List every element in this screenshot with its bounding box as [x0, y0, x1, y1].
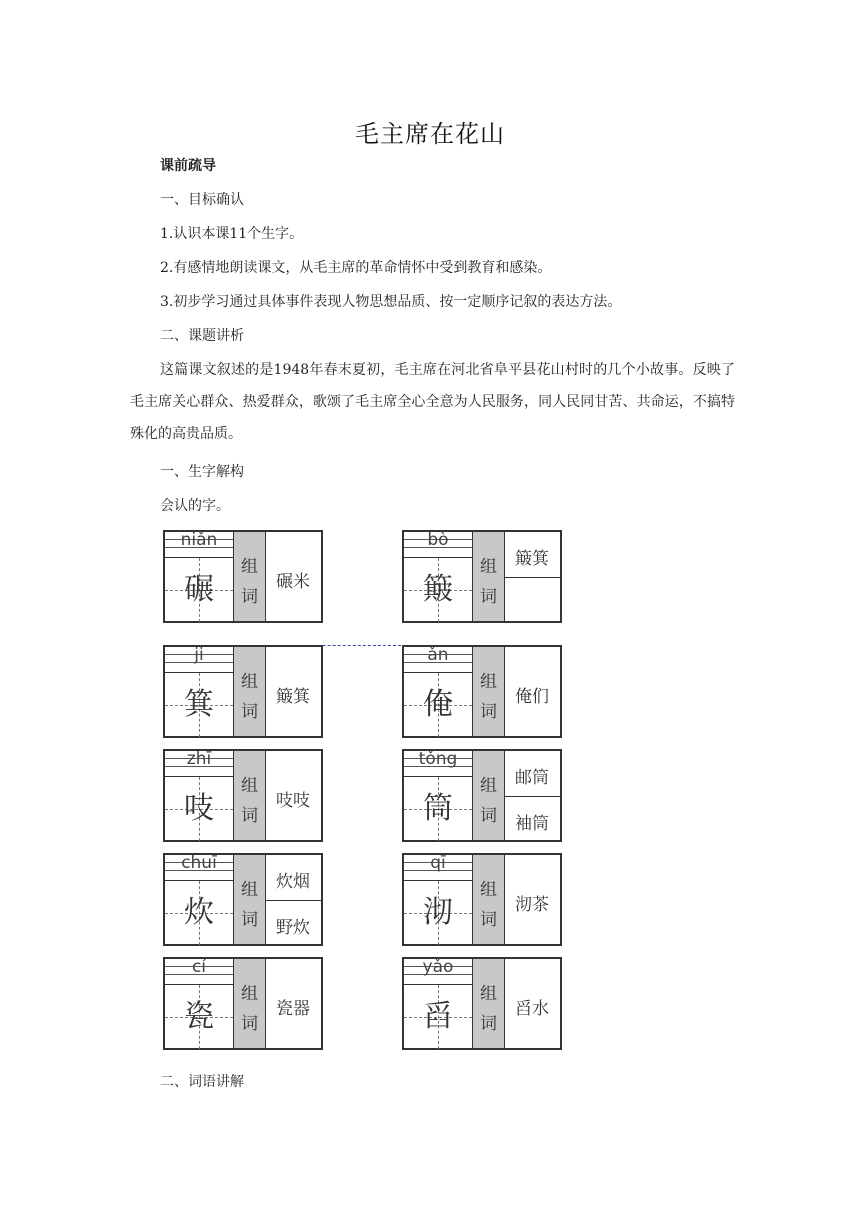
zuci-top-char: 组 [241, 776, 258, 796]
word: 簸箕 [276, 687, 310, 707]
word-list [265, 647, 321, 736]
word-list [265, 959, 321, 1048]
vocab-heading: 二、词语讲解 [160, 1074, 244, 1090]
writing-grid [404, 880, 472, 945]
hanzi: 簸 [423, 572, 453, 607]
zuci-label [233, 647, 266, 736]
word-list [504, 532, 560, 621]
zuci-label [472, 751, 505, 840]
char-card [163, 853, 323, 946]
pinyin: qī [430, 853, 446, 873]
zuci-label [233, 751, 266, 840]
recognize-label: 会认的字。 [160, 498, 230, 514]
writing-grid [165, 557, 233, 622]
pinyin-zone [165, 751, 233, 840]
char-card [402, 645, 562, 738]
word-list [504, 751, 560, 840]
hanzi: 瓷 [184, 999, 214, 1034]
pinyin: yǎo [422, 957, 454, 977]
pinyin: zhī [186, 749, 212, 769]
page-title: 毛主席在花山 [355, 120, 505, 148]
pinyin: bò [427, 530, 449, 550]
char-card [402, 530, 562, 623]
zuci-bottom-char: 词 [241, 910, 258, 930]
word-list [265, 532, 321, 621]
word-list [504, 855, 560, 944]
word: 吱吱 [276, 791, 310, 811]
pinyin-zone [165, 647, 233, 736]
zuci-top-char: 组 [241, 880, 258, 900]
zuci-top-char: 组 [241, 557, 258, 577]
writing-grid [404, 984, 472, 1049]
pinyin: ji [194, 645, 204, 665]
hanzi: 碾 [184, 572, 214, 607]
zuci-top-char: 组 [241, 984, 258, 1004]
zuci-bottom-char: 词 [241, 1014, 258, 1034]
writing-grid [404, 557, 472, 622]
zuci-label [472, 959, 505, 1048]
writing-grid [165, 984, 233, 1049]
pinyin-zone [165, 959, 233, 1048]
zuci-label [472, 647, 505, 736]
pinyin-zone [404, 532, 472, 621]
char-card [163, 957, 323, 1050]
zuci-top-char: 组 [480, 557, 497, 577]
zuci-top-char: 组 [241, 672, 258, 692]
word-divider [504, 577, 560, 578]
writing-grid [165, 776, 233, 841]
word-list [504, 647, 560, 736]
hanzi: 吱 [184, 791, 214, 826]
hanzi: 筒 [423, 791, 453, 826]
pinyin: chuī [181, 853, 217, 873]
pinyin: tǒng [418, 749, 458, 769]
word: 舀水 [515, 999, 549, 1019]
pinyin: ǎn [427, 645, 449, 665]
hanzi: 俺 [423, 687, 453, 722]
hanzi: 箕 [184, 687, 214, 722]
word: 炊烟 [276, 872, 310, 892]
word: 簸箕 [515, 549, 549, 569]
pinyin-zone [404, 855, 472, 944]
zuci-bottom-char: 词 [480, 702, 497, 722]
zuci-bottom-char: 词 [480, 910, 497, 930]
zuci-top-char: 组 [480, 984, 497, 1004]
word: 邮筒 [515, 768, 549, 788]
pinyin: cí [191, 957, 207, 977]
writing-grid [165, 672, 233, 737]
word-list [265, 855, 321, 944]
word: 沏茶 [515, 895, 549, 915]
pinyin-zone [165, 532, 233, 621]
char-card [402, 749, 562, 842]
goals-heading: 一、目标确认 [160, 192, 244, 208]
pinyin-zone [404, 959, 472, 1048]
zuci-label [233, 959, 266, 1048]
word-list [504, 959, 560, 1048]
goal-item: 3.初步学习通过具体事件表现人物思想品质、按一定顺序记叙的表达方法。 [160, 294, 622, 310]
word: 碾米 [276, 572, 310, 592]
hanzi: 炊 [184, 895, 214, 930]
zuci-bottom-char: 词 [480, 587, 497, 607]
goal-item: 2.有感情地朗读课文，从毛主席的革命情怀中受到教育和感染。 [160, 260, 552, 276]
pinyin-zone [404, 751, 472, 840]
word: 瓷器 [276, 999, 310, 1019]
zuci-label [472, 855, 505, 944]
zuci-label [233, 532, 266, 621]
pinyin-zone [165, 855, 233, 944]
zuci-bottom-char: 词 [480, 1014, 497, 1034]
word-divider [265, 900, 321, 901]
writing-grid [404, 776, 472, 841]
pinyin-zone [404, 647, 472, 736]
char-card [163, 645, 323, 738]
char-card [402, 957, 562, 1050]
zuci-top-char: 组 [480, 880, 497, 900]
char-card [163, 530, 323, 623]
hanzi: 舀 [423, 999, 453, 1034]
word-list [265, 751, 321, 840]
word: 袖筒 [515, 814, 549, 834]
zuci-label [472, 532, 505, 621]
zuci-bottom-char: 词 [241, 806, 258, 826]
analysis-heading: 二、课题讲析 [160, 328, 244, 344]
word-divider [504, 796, 560, 797]
chars-heading: 一、生字解构 [160, 464, 244, 480]
section-prep-heading: 课前疏导 [160, 158, 216, 174]
goal-item: 1.认识本课11个生字。 [160, 226, 304, 242]
pinyin: niǎn [180, 530, 218, 550]
zuci-label [233, 855, 266, 944]
zuci-bottom-char: 词 [480, 806, 497, 826]
writing-grid [404, 672, 472, 737]
zuci-top-char: 组 [480, 672, 497, 692]
char-card [402, 853, 562, 946]
hanzi: 沏 [423, 895, 453, 930]
word: 俺们 [515, 687, 549, 707]
zuci-bottom-char: 词 [241, 702, 258, 722]
analysis-paragraph: 这篇课文叙述的是1948年春末夏初，毛主席在河北省阜平县花山村时的几个小故事。反映了毛主席关心群众、热爱群众，歌颂了毛主席全心全意为人民服务，同人民同甘苦、共命运，不搞特殊化的高贵品质。 [130, 362, 735, 442]
word: 野炊 [276, 918, 310, 938]
writing-grid [165, 880, 233, 945]
char-card [163, 749, 323, 842]
zuci-bottom-char: 词 [241, 587, 258, 607]
zuci-top-char: 组 [480, 776, 497, 796]
